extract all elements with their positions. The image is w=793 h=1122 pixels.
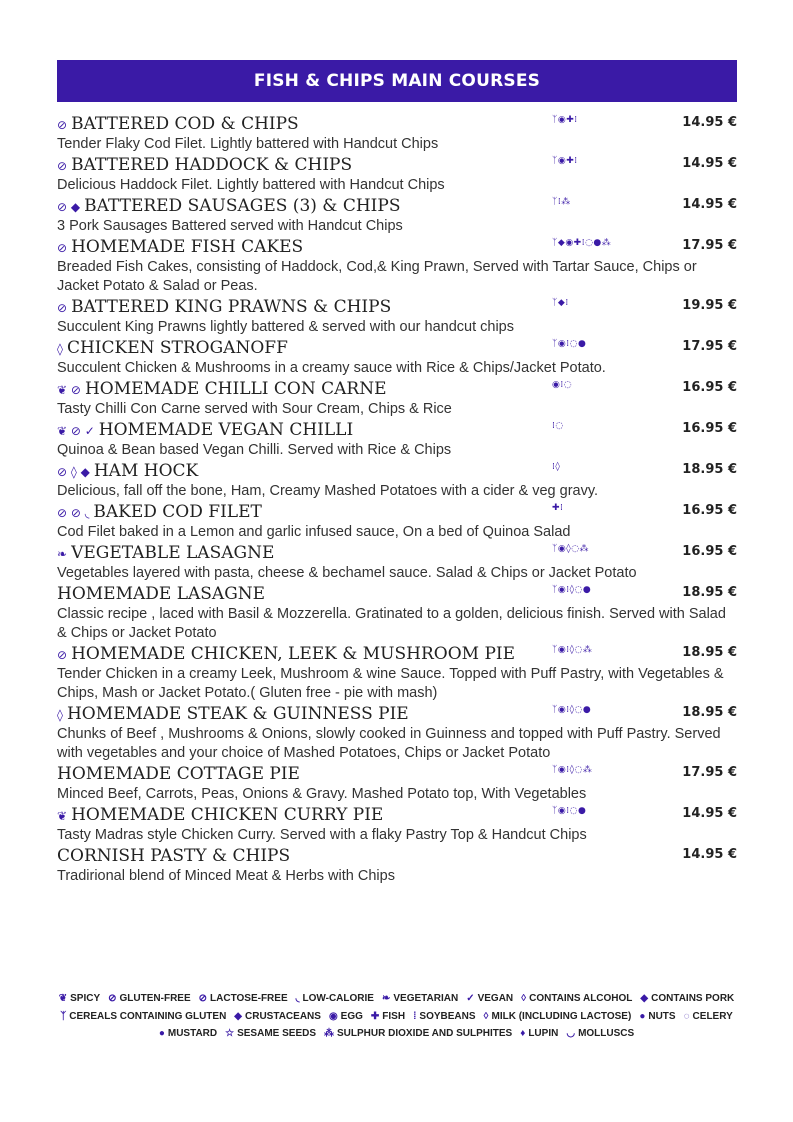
menu-item-description: Tasty Chilli Con Carne served with Sour Cream, Chips & Rice — [57, 401, 452, 417]
menu-item-name: HAM HOCK — [93, 461, 199, 481]
menu-item-description: 3 Pork Sausages Battered served with Handcut Chips — [57, 218, 403, 234]
menu-item-price: 18.95 € — [682, 645, 737, 660]
allergen-icons: ᛉ◆◉✚⁞◌●⁂ — [552, 238, 612, 248]
diet-icons: ◊ — [57, 342, 63, 356]
menu-item-title — [57, 501, 262, 524]
diet-icons: ⊘ ◆ — [57, 200, 81, 214]
menu-item-description: Classic recipe , laced with Basil & Mozzerella. Gratinated to a golden, delicious finish. Served with Salad & Chips or Jacket Potato — [57, 606, 726, 641]
menu-item-title — [57, 195, 400, 218]
legend-label: SESAME SEEDS — [237, 1028, 317, 1039]
menu-item — [57, 460, 737, 501]
menu-item-title — [57, 419, 353, 442]
legend-icon: ◆ — [234, 1010, 242, 1022]
menu-item-price: 16.95 € — [682, 544, 737, 559]
menu-item — [57, 845, 737, 886]
menu-item-price: 16.95 € — [682, 421, 737, 436]
menu-item-title — [57, 703, 409, 726]
legend-entry — [159, 1028, 217, 1039]
menu-item-row — [57, 154, 737, 176]
diet-icons: ❦ — [57, 809, 68, 823]
menu-item — [57, 236, 737, 296]
menu-item-name: HOMEMADE COTTAGE PIE — [57, 764, 300, 784]
menu-item-row — [57, 542, 737, 564]
legend-entry — [413, 1011, 475, 1022]
legend-icon: ◌ — [683, 1010, 690, 1022]
menu-item-description: Delicious, fall off the bone, Ham, Creamy Mashed Potatoes with a cider & veg gravy. — [57, 483, 599, 499]
menu-item-row — [57, 419, 737, 441]
legend-label: EGG — [340, 1010, 363, 1022]
legend-label: SPICY — [70, 993, 101, 1004]
menu-item-title — [57, 113, 299, 136]
menu-item-title — [57, 236, 303, 259]
legend-icon: ✚ — [370, 1010, 380, 1022]
legend-entry — [520, 1028, 558, 1039]
menu-item-name: HOMEMADE LASAGNE — [57, 584, 266, 604]
legend-icon: ♦ — [520, 1028, 526, 1039]
menu-item-row — [57, 804, 737, 826]
menu-item — [57, 378, 737, 419]
diet-icons: ⊘ — [57, 159, 68, 173]
legend-label: CEREALS CONTAINING GLUTEN — [69, 1010, 227, 1022]
legend-entry — [108, 993, 191, 1004]
menu-item — [57, 583, 737, 643]
legend-label: GLUTEN-FREE — [119, 993, 191, 1004]
menu-item-name: VEGETABLE LASAGNE — [71, 543, 275, 563]
menu-item — [57, 703, 737, 763]
menu-item-price: 14.95 € — [682, 197, 737, 212]
menu-item-name: HOMEMADE VEGAN CHILLI — [98, 420, 354, 440]
legend-icon: ⊘ — [108, 993, 117, 1004]
menu-item — [57, 501, 737, 542]
menu-item — [57, 195, 737, 236]
legend-label: CRUSTACEANS — [245, 1010, 321, 1022]
menu-item-price: 14.95 € — [682, 806, 737, 821]
legend-label: VEGETARIAN — [393, 993, 459, 1004]
menu-item — [57, 337, 737, 378]
allergen-icons: ◉⁞◌ — [552, 380, 573, 390]
legend-label: VEGAN — [477, 993, 514, 1004]
legend-label: CONTAINS PORK — [651, 993, 735, 1004]
legend-entry — [225, 1028, 316, 1039]
legend-entry — [521, 993, 632, 1004]
allergen-icons: ᛉ◉⁞◊◌⁂ — [552, 645, 593, 655]
legend-line — [40, 1025, 753, 1043]
legend-label: MOLLUSCS — [578, 1028, 635, 1039]
menu-item-row — [57, 583, 737, 605]
allergen-icons: ᛉ◉✚⁞ — [552, 156, 578, 166]
legend-entry — [234, 1011, 321, 1022]
allergen-icons: ᛉ◆⁞ — [552, 298, 569, 308]
menu-item-price: 14.95 € — [682, 156, 737, 171]
menu-item-price: 17.95 € — [682, 238, 737, 253]
menu-item-price: 17.95 € — [682, 339, 737, 354]
allergen-icons: ᛉ◉⁞◌● — [552, 806, 587, 816]
menu-item-title — [57, 583, 265, 605]
menu-item-description: Tradirional blend of Minced Meat & Herbs with Chips — [57, 868, 395, 884]
menu-item-title — [57, 845, 290, 867]
legend-entry — [199, 993, 288, 1004]
section-title: FISH & CHIPS MAIN COURSES — [253, 71, 541, 91]
legend-label: LOW-CALORIE — [302, 993, 374, 1004]
legend-icon: ⁂ — [324, 1028, 335, 1039]
legend-icon: ● — [639, 1010, 646, 1022]
legend-entry — [640, 993, 734, 1004]
menu-items-list — [57, 113, 737, 886]
menu-item — [57, 804, 737, 845]
menu-item-row — [57, 337, 737, 359]
legend-label: CONTAINS ALCOHOL — [529, 993, 633, 1004]
legend-entry — [382, 993, 458, 1004]
menu-item — [57, 643, 737, 703]
legend-entry — [296, 993, 374, 1004]
legend-entry — [466, 993, 513, 1004]
menu-item-row — [57, 195, 737, 217]
menu-item-name: BAKED COD FILET — [93, 502, 262, 522]
menu-item — [57, 154, 737, 195]
legend-label: MUSTARD — [167, 1028, 218, 1039]
menu-item-description: Delicious Haddock Filet. Lightly battered with Handcut Chips — [57, 177, 445, 193]
menu-item-name: HOMEMADE CHICKEN CURRY PIE — [71, 805, 384, 825]
diet-icons: ⊘ ◊ ◆ — [57, 465, 90, 479]
allergen-icons: ᛉ◉✚⁞ — [552, 115, 578, 125]
menu-item-row — [57, 296, 737, 318]
allergen-icons: ᛉ◉⁞◌● — [552, 339, 587, 349]
legend-label: FISH — [382, 1010, 406, 1022]
legend-label: SOYBEANS — [419, 1010, 476, 1022]
allergen-icons: ᛉ⁞⁂ — [552, 197, 571, 207]
allergen-icons: ⁞◌ — [552, 421, 564, 431]
allergen-icons: ᛉ◉◊◌⁂ — [552, 544, 590, 554]
menu-item-description: Breaded Fish Cakes, consisting of Haddock, Cod,& King Prawn, Served with Tartar Sauce, Chips or Jacket Potato & Salad or Peas. — [57, 259, 697, 294]
menu-item-name: BATTERED SAUSAGES (3) & CHIPS — [84, 196, 401, 216]
menu-item-title — [57, 154, 352, 177]
menu-item — [57, 542, 737, 583]
legend-label: LACTOSE-FREE — [210, 993, 288, 1004]
menu-item-name: HOMEMADE CHILLI CON CARNE — [84, 379, 387, 399]
menu-item-title — [57, 337, 288, 360]
menu-item-description: Vegetables layered with pasta, cheese & bechamel sauce. Salad & Chips or Jacket Potato — [57, 565, 637, 581]
allergen-icons: ᛉ◉⁞◊◌⁂ — [552, 765, 593, 775]
legend-entry — [639, 1011, 675, 1022]
menu-item-name: BATTERED COD & CHIPS — [71, 114, 299, 134]
menu-item-row — [57, 763, 737, 785]
menu-item-description: Cod Filet baked in a Lemon and garlic infused sauce, On a bed of Quinoa Salad — [57, 524, 571, 540]
menu-item-price: 18.95 € — [682, 462, 737, 477]
menu-item-price: 16.95 € — [682, 503, 737, 518]
legend-label: CELERY — [692, 1010, 733, 1022]
legend-icon: ⁞ — [413, 1010, 417, 1022]
menu-item-title — [57, 763, 300, 785]
legend-icon: ❦ — [58, 993, 68, 1004]
menu-item-row — [57, 113, 737, 135]
legend-label: NUTS — [648, 1010, 676, 1022]
menu-item-row — [57, 460, 737, 482]
menu-item-description: Succulent Chicken & Mushrooms in a creamy sauce with Rice & Chips/Jacket Potato. — [57, 360, 606, 376]
legend-label: MILK (INCLUDING LACTOSE) — [491, 1010, 632, 1022]
legend-entry — [684, 1011, 733, 1022]
menu-item-row — [57, 378, 737, 400]
menu-item-price: 17.95 € — [682, 765, 737, 780]
legend-entry — [329, 1011, 363, 1022]
legend-icon: ☆ — [225, 1028, 235, 1039]
legend-icon: ◆ — [640, 993, 649, 1004]
menu-item-description: Quinoa & Bean based Vegan Chilli. Served with Rice & Chips — [57, 442, 452, 458]
legend-entry — [59, 993, 100, 1004]
menu-item — [57, 763, 737, 804]
legend-entry — [371, 1011, 405, 1022]
legend-entry — [484, 1011, 632, 1022]
menu-item-price: 18.95 € — [682, 705, 737, 720]
menu-item — [57, 296, 737, 337]
menu-item-name: HOMEMADE CHICKEN, LEEK & MUSHROOM PIE — [71, 644, 516, 664]
menu-item-title — [57, 460, 198, 483]
menu-item-row — [57, 501, 737, 523]
menu-item-name: BATTERED KING PRAWNS & CHIPS — [71, 297, 392, 317]
diet-icons: ⊘ — [57, 301, 68, 315]
legend-icon: ᛉ — [60, 1010, 67, 1022]
menu-item-title — [57, 542, 274, 565]
legend-label: SULPHUR DIOXIDE AND SULPHITES — [337, 1028, 513, 1039]
menu-item-row — [57, 236, 737, 258]
menu-item-title — [57, 804, 383, 827]
menu-item-row — [57, 703, 737, 725]
menu-item-price: 18.95 € — [682, 585, 737, 600]
menu-item-description: Chunks of Beef , Mushrooms & Onions, slowly cooked in Guinness and topped with Puff Pastry. Served with vegetables and your choice of Mashed Potatoes, Chips or Jacket Potato — [57, 726, 721, 761]
menu-item-price: 16.95 € — [682, 380, 737, 395]
allergen-icons: ✚⁞ — [552, 503, 564, 513]
legend-entry — [324, 1028, 512, 1039]
allergen-icons: ⁞◊ — [552, 462, 561, 472]
menu-item-title — [57, 643, 515, 666]
legend-entry — [60, 1011, 226, 1022]
menu-item-name: CHICKEN STROGANOFF — [66, 338, 288, 358]
diet-icons: ❦ ⊘ — [57, 383, 81, 397]
legend-line — [40, 1008, 753, 1026]
legend-icon: ◉ — [328, 1010, 338, 1022]
legend-icon: ✓ — [466, 993, 475, 1004]
legend-entry — [566, 1028, 634, 1039]
menu-item-name: CORNISH PASTY & CHIPS — [57, 846, 291, 866]
legend-icon: ● — [158, 1028, 165, 1039]
menu-item-description: Tender Flaky Cod Filet. Lightly battered with Handcut Chips — [57, 136, 439, 152]
menu-item — [57, 113, 737, 154]
diet-icons: ⊘ — [57, 118, 68, 132]
menu-item-price: 19.95 € — [682, 298, 737, 313]
legend-label: LUPIN — [528, 1028, 559, 1039]
menu-item-row — [57, 845, 737, 867]
diet-icons: ❦ ⊘ ✓ — [57, 424, 95, 438]
allergen-icons: ᛉ◉⁞◊◌● — [552, 705, 592, 715]
legend-icon: ◟ — [295, 993, 300, 1004]
menu-item-title — [57, 378, 386, 401]
menu-item-title — [57, 296, 391, 319]
menu-item — [57, 419, 737, 460]
menu-item-price: 14.95 € — [682, 115, 737, 130]
menu-item-price: 14.95 € — [682, 847, 737, 862]
menu-section-header — [57, 60, 737, 102]
legend-icon: ◊ — [483, 1010, 489, 1022]
menu-item-description: Minced Beef, Carrots, Peas, Onions & Gravy. Mashed Potato top, With Vegetables — [57, 786, 587, 802]
legend-icon: ◊ — [521, 993, 527, 1004]
menu-item-description: Tasty Madras style Chicken Curry. Served with a flaky Pastry Top & Handcut Chips — [57, 827, 587, 843]
menu-item-name: BATTERED HADDOCK & CHIPS — [71, 155, 353, 175]
diet-icons: ❧ — [57, 547, 68, 561]
diet-icons: ⊘ — [57, 648, 68, 662]
allergen-icons: ᛉ◉⁞◊◌● — [552, 585, 592, 595]
diet-icons: ⊘ — [57, 241, 68, 255]
menu-item-name: HOMEMADE STEAK & GUINNESS PIE — [66, 704, 409, 724]
menu-item-description: Succulent King Prawns lightly battered & served with our handcut chips — [57, 319, 514, 335]
menu-item-description: Tender Chicken in a creamy Leek, Mushroom & wine Sauce. Topped with Puff Pastry, with Vegetables & Chips, Mash or Jacket Potato.( Gluten free - pie with mash) — [57, 666, 724, 701]
menu-item-name: HOMEMADE FISH CAKES — [71, 237, 304, 257]
legend-icon: ◡ — [566, 1028, 576, 1039]
legend-icon: ⊘ — [198, 993, 208, 1004]
legend-line — [40, 990, 753, 1008]
allergen-legend — [40, 990, 753, 1043]
diet-icons: ◊ — [57, 708, 63, 722]
legend-icon: ❧ — [381, 993, 391, 1004]
menu-item-row — [57, 643, 737, 665]
diet-icons: ⊘ ⊘ ◟ — [57, 506, 90, 520]
